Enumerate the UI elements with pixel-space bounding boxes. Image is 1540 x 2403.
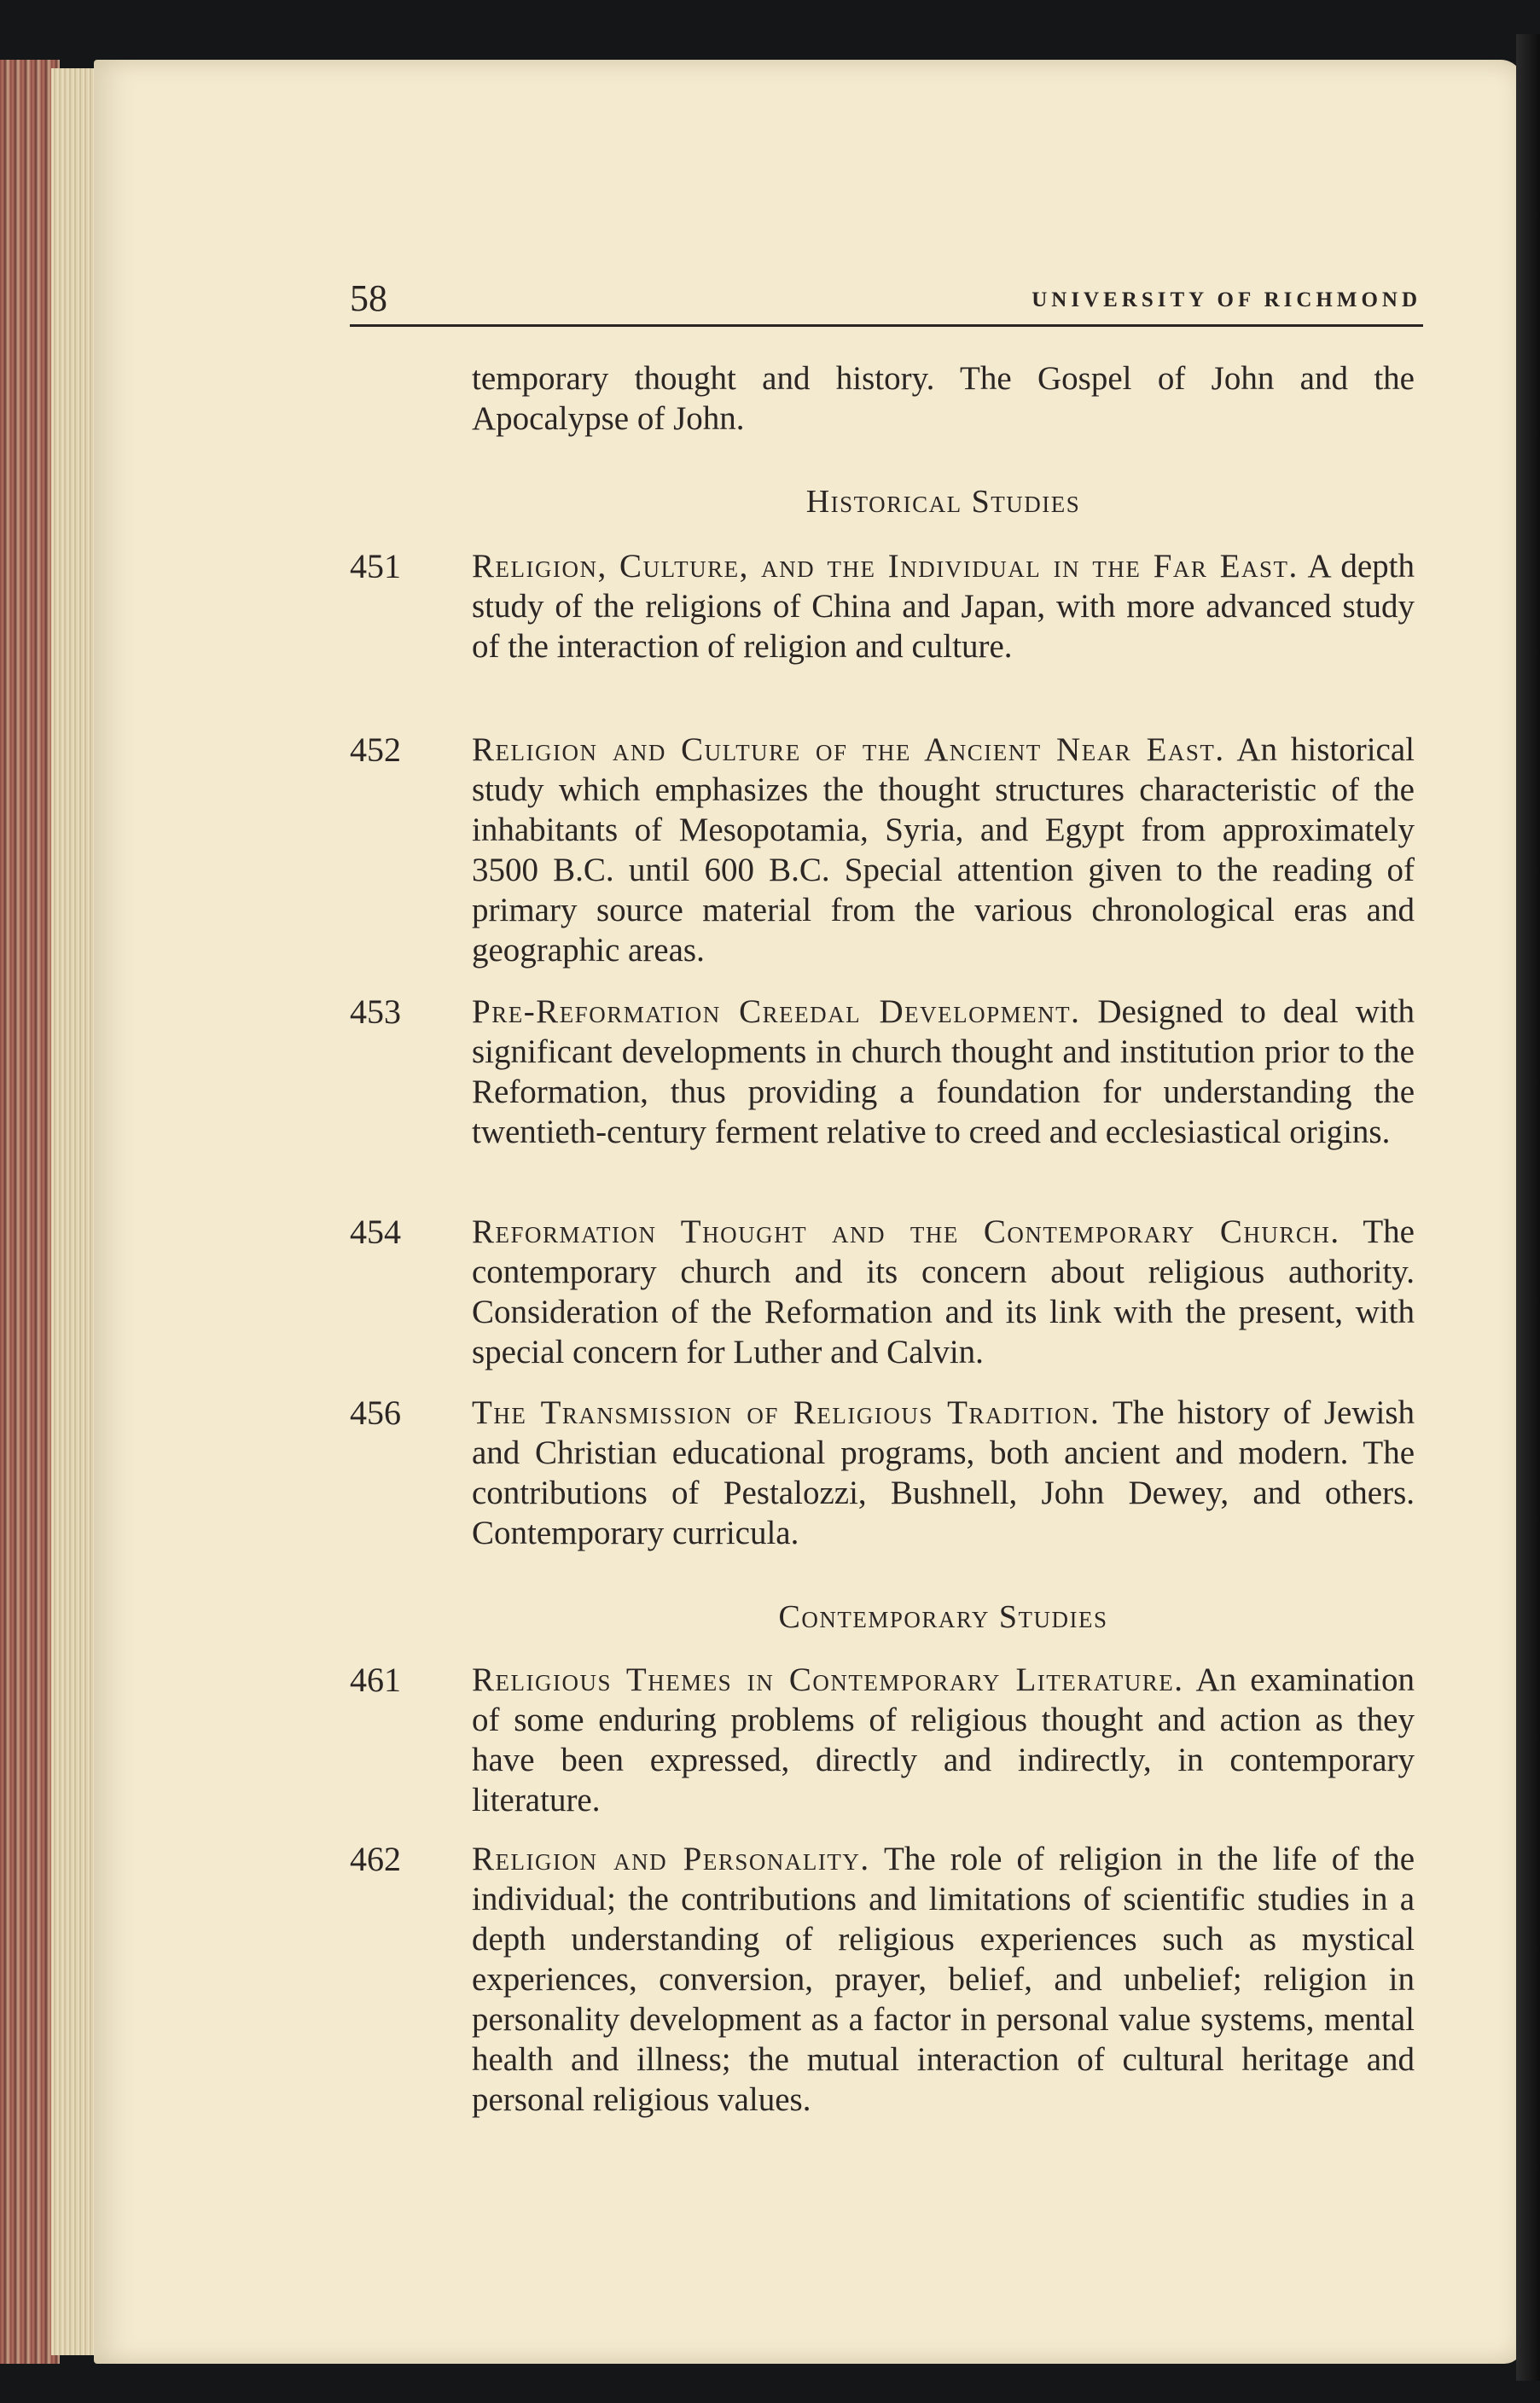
right-page-edge bbox=[1516, 34, 1540, 2381]
course-description: The role of religion in the life of the individual; the contributions and limitations of scientific studies in a depth understanding of religious experiences such as mystical experiences, conversion, prayer, belief, and unbelief; religion in personality development as a factor in personal value systems, mental health and illness; the mutual interaction of cultural heritage and personal religious values. bbox=[472, 1841, 1415, 2118]
section-heading-contemporary: Contemporary Studies bbox=[778, 1599, 1108, 1635]
course-entry bbox=[472, 1212, 1415, 1372]
course-title: Religious Themes in Contemporary Literature. bbox=[472, 1661, 1184, 1698]
course-entry bbox=[472, 992, 1415, 1152]
course-number: 462 bbox=[350, 1840, 401, 1878]
course-entry bbox=[472, 1660, 1415, 1820]
course-entry bbox=[472, 730, 1415, 970]
course-description: The contemporary church and its concern about religious authority. Consideration of the Reformation and its link with the present, with special concern for Luther and Calvin. bbox=[472, 1213, 1415, 1370]
course-number: 451 bbox=[350, 547, 401, 585]
course-number: 454 bbox=[350, 1213, 401, 1251]
course-entry bbox=[472, 1839, 1415, 2120]
course-number: 453 bbox=[350, 992, 401, 1031]
course-title: Religion and Personality. bbox=[472, 1841, 870, 1877]
course-description: Designed to deal with significant developments in church thought and institution prior to the Reformation, thus providing a foundation for understanding the twentieth-century ferment relative to creed and ecclesiastical origins. bbox=[472, 993, 1415, 1150]
course-title: Religion and Culture of the Ancient Near East. bbox=[472, 731, 1225, 768]
section-heading-historical: Historical Studies bbox=[805, 484, 1081, 520]
running-head-title: UNIVERSITY OF RICHMOND bbox=[1032, 288, 1421, 311]
course-description: An examination of some enduring problems of religious thought and action as they have been expressed, directly and indirectly, in contemporary literature. bbox=[472, 1661, 1415, 1818]
course-number: 461 bbox=[350, 1661, 401, 1699]
course-title: Pre-Reformation Creedal Development. bbox=[472, 993, 1081, 1030]
course-number: 452 bbox=[350, 730, 401, 769]
course-description: An historical study which emphasizes the thought structures characteristic of the inhabitants of Mesopotamia, Syria, and Egypt from approximately 3500 B.C. until 600 B.C. Special attention given to the reading of primary source material from the various chronological eras and geographic areas. bbox=[472, 731, 1415, 969]
course-description: The history of Jewish and Christian educational programs, both ancient and modern. The contributions of Pestalozzi, Bushnell, John Dewey, and others. Contemporary curricula. bbox=[472, 1394, 1415, 1551]
course-description: A depth study of the religions of China and Japan, with more advanced study of the interaction of religion and culture. bbox=[472, 548, 1415, 665]
intro-continuation: temporary thought and history. The Gospel of John and the Apocalypse of John. bbox=[472, 360, 1415, 437]
course-title: The Transmission of Religious Tradition. bbox=[472, 1394, 1101, 1431]
course-title: Religion, Culture, and the Individual in the Far East. bbox=[472, 548, 1299, 585]
course-entry bbox=[472, 546, 1415, 666]
page-number: 58 bbox=[350, 277, 387, 319]
course-title: Reformation Thought and the Contemporary Church. bbox=[472, 1213, 1340, 1250]
course-entry bbox=[472, 1393, 1415, 1553]
running-head bbox=[350, 275, 1423, 327]
course-number: 456 bbox=[350, 1394, 401, 1432]
